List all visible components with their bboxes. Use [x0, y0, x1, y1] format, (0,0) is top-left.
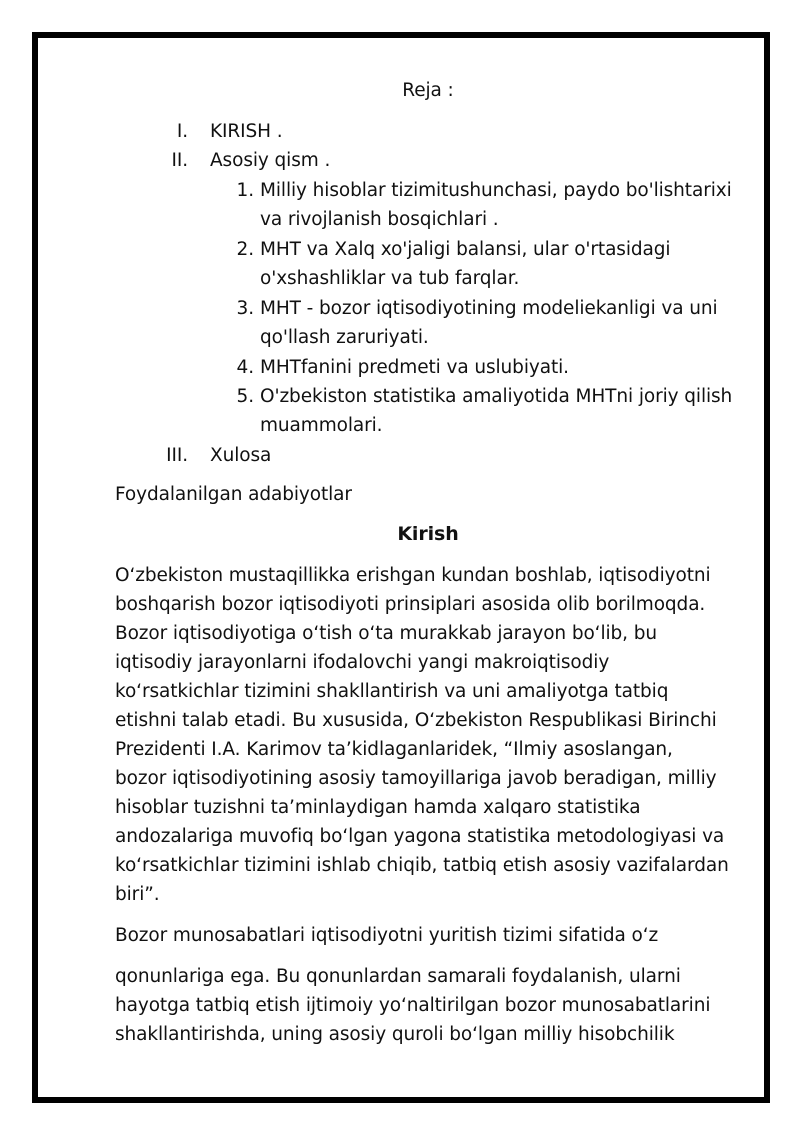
subitem-line: MHTfanini predmeti va uslubiyati.	[260, 357, 569, 378]
subitem-marker: 4.	[236, 357, 254, 378]
plan-item-label: KIRISH .	[210, 121, 283, 142]
subitem-line: o'xshashliklar va tub farqlar.	[260, 268, 520, 289]
plan-item-label: Xulosa	[210, 445, 272, 466]
subitem-line: MHT va Xalq xo'jaligi balansi, ular o'rtasidagi	[260, 239, 671, 260]
subitem-line: va rivojlanish bosqichlari .	[260, 209, 499, 230]
paragraph-line: iqtisodiy jarayonlarni ifodalovchi yangi makroiqtisodiy	[115, 652, 610, 673]
plan-item-marker: II.	[171, 150, 188, 171]
paragraph-line: qonunlariga ega. Bu qonunlardan samarali foydalanish, ularni	[115, 966, 681, 987]
paragraph-line: ko‘rsatkichlar tizimini ishlab chiqib, tatbiq etish asosiy vazifalardan	[115, 855, 729, 876]
subitem-marker: 1.	[236, 180, 254, 201]
subitem-line: O'zbekiston statistika amaliyotida MHTni joriy qilish	[260, 386, 733, 407]
paragraph-line: ko‘rsatkichlar tizimini shakllantirish va uni amaliyotga tatbiq	[115, 681, 669, 702]
paragraph-line: hisoblar tuzishni ta’minlaydigan hamda xalqaro statistika	[115, 797, 641, 818]
plan-item-marker: III.	[166, 445, 188, 466]
subitem-marker: 3.	[236, 298, 254, 319]
subitem-line: Milliy hisoblar tizimitushunchasi, paydo bo'lishtarixi	[260, 180, 732, 201]
paragraph-line: O‘zbekiston mustaqillikka erishgan kundan boshlab, iqtisodiyotni	[115, 565, 711, 586]
subitem-marker: 5.	[236, 386, 254, 407]
paragraph-line: etishni talab etadi. Bu xususida, O‘zbekiston Respublikasi Birinchi	[115, 710, 717, 731]
references-label: Foydalanilgan adabiyotlar	[115, 484, 352, 505]
paragraph-line: hayotga tatbiq etish ijtimoiy yo‘naltirilgan bozor munosabatlarini	[115, 995, 711, 1016]
paragraph-line: Bozor iqtisodiyotiga o‘tish o‘ta murakkab jarayon bo‘lib, bu	[115, 623, 658, 644]
subitem-line: qo'llash zaruriyati.	[260, 327, 429, 348]
section-heading: Kirish	[397, 523, 459, 545]
plan-item-marker: I.	[176, 121, 188, 142]
paragraph-line: Prezidenti I.A. Karimov ta’kidlaganlaridek, “Ilmiy asoslangan,	[115, 739, 673, 760]
paragraph-line: andozalariga muvofiq bo‘lgan yagona statistika metodologiyasi va	[115, 826, 725, 847]
subitem-line: muammolari.	[260, 415, 383, 436]
subitem-line: MHT - bozor iqtisodiyotining modeliekanligi va uni	[260, 298, 718, 319]
plan-item-label: Asosiy qism .	[210, 150, 331, 171]
paragraph-line: boshqarish bozor iqtisodiyoti prinsiplari asosida olib borilmoqda.	[115, 594, 706, 615]
plan-title: Reja :	[402, 80, 454, 101]
paragraph-line: Bozor munosabatlari iqtisodiyotni yuritish tizimi sifatida o‘z	[115, 925, 659, 946]
paragraph-line: bozor iqtisodiyotining asosiy tamoyillariga javob beradigan, milliy	[115, 768, 717, 789]
paragraph-line: biri”.	[115, 884, 160, 905]
subitem-marker: 2.	[236, 239, 254, 260]
paragraph-line: shakllantirishda, uning asosiy quroli bo‘lgan milliy hisobchilik	[115, 1024, 675, 1045]
